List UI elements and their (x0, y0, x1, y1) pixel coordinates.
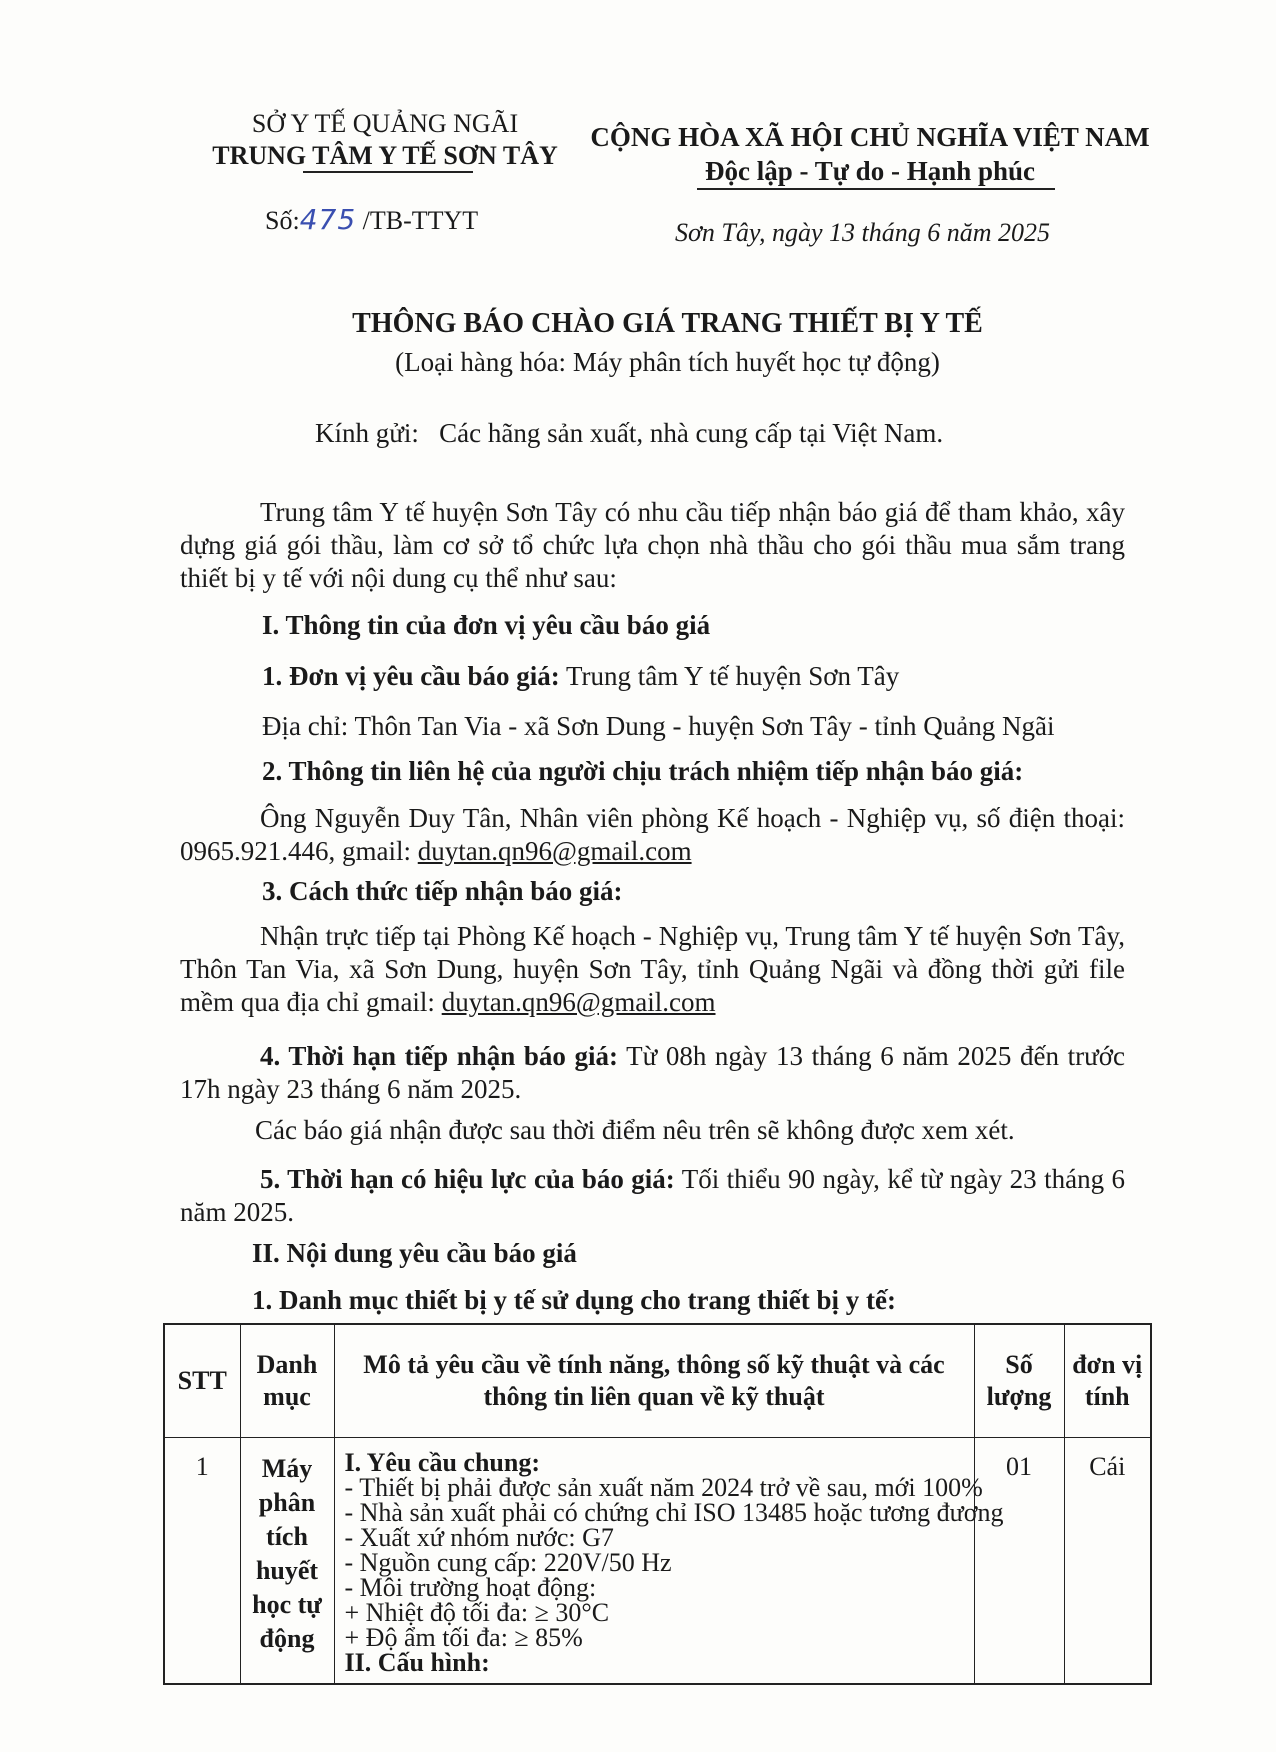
department-name: SỞ Y TẾ QUẢNG NGÃI (251, 109, 519, 138)
center-name: TRUNG TÂM Y TẾ SƠN TÂY (212, 141, 558, 170)
recipient-line (315, 418, 943, 449)
item3-label: 3. Cách thức tiếp nhận báo giá: (262, 876, 623, 906)
desc-line: - Nguồn cung cấp: 220V/50 Hz (344, 1548, 672, 1577)
issuer-block (180, 108, 590, 172)
cell-category: Máy phân tích huyết học tự động (240, 1438, 334, 1685)
item3-text: Nhận trực tiếp tại Phòng Kế hoạch - Nghiệp vụ, Trung tâm Y tế huyện Sơn Tây, Thôn Tan Via, xã Sơn Dung, huyện Sơn Tây, tỉnh Quảng Ngãi và đồng thời gửi file mềm qua địa chỉ gmail: (180, 921, 1125, 1017)
item2-text: Ông Nguyễn Duy Tân, Nhân viên phòng Kế hoạch - Nghiệp vụ, số điện thoại: 0965.921.446, gmail: (180, 803, 1125, 866)
national-header (580, 120, 1160, 188)
item4-label: 4. Thời hạn tiếp nhận báo giá: (260, 1041, 618, 1071)
equipment-table (163, 1323, 1152, 1685)
item1-line (262, 661, 899, 692)
cell-unit: Cái (1064, 1438, 1151, 1685)
number-prefix: Số: (265, 206, 300, 235)
document-title: THÔNG BÁO CHÀO GIÁ TRANG THIẾT BỊ Y TẾ (352, 308, 983, 339)
table-header-row (164, 1324, 1151, 1438)
motto-underline (697, 188, 1055, 190)
document-subtitle: (Loại hàng hóa: Máy phân tích huyết học tự động) (395, 347, 940, 377)
desc-line: - Nhà sản xuất phải có chứng chỉ ISO 13485 hoặc tương đương (344, 1498, 1004, 1527)
desc-line: - Môi trường hoạt động: (344, 1573, 597, 1602)
document-number (265, 203, 478, 236)
submission-email-link[interactable]: duytan.qn96@gmail.com (441, 987, 716, 1017)
section2-heading: II. Nội dung yêu cầu báo giá (252, 1238, 577, 1268)
handwritten-number: 475 (299, 203, 357, 236)
address-line: Địa chỉ: Thôn Tan Via - xã Sơn Dung - huyện Sơn Tây - tỉnh Quảng Ngãi (262, 711, 1055, 741)
item5-paragraph (180, 1163, 1125, 1229)
section1-heading: I. Thông tin của đơn vị yêu cầu báo giá (262, 610, 711, 640)
item1-value: Trung tâm Y tế huyện Sơn Tây (566, 661, 900, 691)
item2-paragraph (180, 802, 1125, 868)
item5-value: Tối thiểu 90 ngày, kể từ ngày 23 tháng 6 năm 2025. (180, 1164, 1125, 1227)
motto: Độc lập - Tự do - Hạnh phúc (704, 156, 1036, 186)
desc-line: - Thiết bị phải được sản xuất năm 2024 trở về sau, mới 100% (344, 1473, 983, 1502)
header-unit: đơn vị tính (1064, 1324, 1151, 1438)
intro-paragraph: Trung tâm Y tế huyện Sơn Tây có nhu cầu tiếp nhận báo giá để tham khảo, xây dựng giá gói thầu, làm cơ sở tổ chức lựa chọn nhà thầu cho gói thầu mua sắm trang thiết bị y tế với nội dung cụ thể như sau: (180, 497, 1125, 593)
item4-paragraph (180, 1040, 1125, 1106)
desc-heading-config: II. Cấu hình: (344, 1648, 490, 1677)
date-line: Sơn Tây, ngày 13 tháng 6 năm 2025 (675, 218, 1050, 247)
recipient-label: Kính gửi: (315, 418, 419, 448)
item2-label: 2. Thông tin liên hệ của người chịu trách nhiệm tiếp nhận báo giá: (262, 756, 1024, 786)
cell-stt: 1 (164, 1438, 240, 1685)
contact-email-link[interactable]: duytan.qn96@gmail.com (417, 836, 692, 866)
header-category: Danh mục (240, 1324, 334, 1438)
item3-paragraph (180, 920, 1125, 1019)
header-description: Mô tả yêu cầu về tính năng, thông số kỹ thuật và các thông tin liên quan về kỹ thuật (334, 1324, 974, 1438)
cell-description (334, 1438, 1004, 1685)
issuer-underline (303, 171, 473, 173)
item4-value: Từ 08h ngày 13 tháng 6 năm 2025 đến trước 17h ngày 23 tháng 6 năm 2025. (180, 1041, 1125, 1104)
desc-line: + Độ ẩm tối đa: ≥ 85% (344, 1623, 583, 1652)
deadline-note: Các báo giá nhận được sau thời điểm nêu trên sẽ không được xem xét. (255, 1115, 1015, 1145)
header-quantity: Số lượng (974, 1324, 1064, 1438)
desc-heading-general: I. Yêu cầu chung: (344, 1448, 541, 1477)
section2-sub1: 1. Danh mục thiết bị y tế sử dụng cho trang thiết bị y tế: (252, 1285, 896, 1315)
desc-line: - Xuất xứ nhóm nước: G7 (344, 1523, 614, 1552)
table-row (164, 1438, 1151, 1685)
item5-label: 5. Thời hạn có hiệu lực của báo giá: (260, 1164, 675, 1194)
recipient-text: Các hãng sản xuất, nhà cung cấp tại Việt Nam. (439, 418, 944, 448)
header-stt: STT (164, 1324, 240, 1438)
country-name: CỘNG HÒA XÃ HỘI CHỦ NGHĨA VIỆT NAM (590, 122, 1150, 152)
cell-quantity: 01 (974, 1438, 1064, 1685)
desc-line: + Nhiệt độ tối đa: ≥ 30°C (344, 1598, 610, 1627)
item1-label: 1. Đơn vị yêu cầu báo giá: (262, 661, 560, 691)
number-suffix: /TB-TTYT (362, 206, 479, 235)
